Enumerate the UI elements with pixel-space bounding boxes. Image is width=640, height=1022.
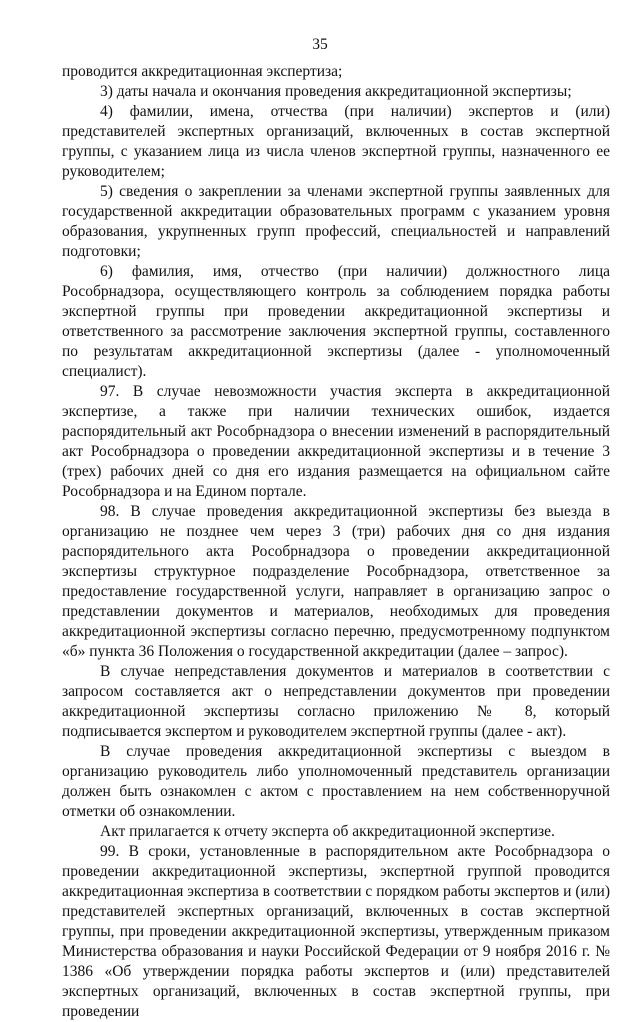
paragraph-98-onsite: В случае проведения аккредитационной экспертизы с выездом в организацию руководитель либо уполномоченный представитель организации должен быть ознакомлен с актом с проставлением на нем собственноручной отметки об ознакомлении. [62, 743, 610, 820]
paragraph-98-nonsubmission: В случае непредставления документов и материалов в соответствии с запросом составляется акт о непредставлении документов при проведении аккредитационной экспертизы согласно приложению № 8, который подписывается экспертом и руководителем экспертной группы (далее - акт). [62, 663, 610, 740]
paragraph-98: 98. В случае проведения аккредитационной экспертизы без выезда в организацию не позднее чем через 3 (три) рабочих дня со дня издания распорядительного акта Рособрнадзора о проведении аккредитационной экспертизы структурное подразделение Рособрнадзора, ответственное за предоставление государственной услуги, направляет в организацию запрос о представлении документов и материалов, необходимых для проведения аккредитационной экспертизы согласно перечню, предусмотренному подпунктом «б» пункта 36 Положения о государственной аккредитации (далее – запрос). [62, 503, 610, 660]
paragraph-98-act-attached: Акт прилагается к отчету эксперта об аккредитационной экспертизе. [100, 823, 555, 840]
paragraph-item-5: 5) сведения о закреплении за членами экспертной группы заявленных для государственной аккредитации образовательных программ с указанием уровня образования, укрупненных групп профессий, специальностей и направлений подготовки; [62, 183, 610, 260]
page-number: 35 [312, 36, 328, 53]
document-body [62, 62, 610, 1022]
paragraph-item-6: 6) фамилия, имя, отчество (при наличии) должностного лица Рособрнадзора, осуществляющего контроль за соблюдением порядка работы экспертной группы при проведении аккредитационной экспертизы и ответственного за рассмотрение заключения экспертной группы, составленного по результатам аккредитационной экспертизы (далее - уполномоченный специалист). [62, 263, 610, 380]
paragraph-item-3: 3) даты начала и окончания проведения аккредитационной экспертизы; [100, 83, 572, 100]
paragraph-item-4: 4) фамилии, имена, отчества (при наличии) экспертов и (или) представителей экспертных организаций, включенных в состав экспертной группы, с указанием лица из числа членов экспертной группы, назначенного ее руководителем; [62, 103, 610, 180]
paragraph-99: 99. В сроки, установленные в распорядительном акте Рособрнадзора о проведении аккредитационной экспертизы, экспертной группой проводится аккредитационная экспертиза в соответствии с порядком работы экспертов и (или) представителей экспертных организаций, включенных в состав экспертной группы, при проведении аккредитационной экспертизы, утвержденным приказом Министерства образования и науки Российской Федерации от 9 ноября 2016 г. № 1386 «Об утверждении порядка работы экспертов и (или) представителей экспертных организаций, включенных в состав экспертной группы, при проведении [62, 843, 610, 1020]
paragraph-continuation: проводится аккредитационная экспертиза; [62, 63, 343, 80]
paragraph-97: 97. В случае невозможности участия эксперта в аккредитационной экспертизе, а также при наличии технических ошибок, издается распорядительный акт Рособрнадзора о внесении изменений в распорядительный акт Рособрнадзора о проведении аккредитационной экспертизы и в течение 3 (трех) рабочих дней со дня его издания размещается на официальном сайте Рособрнадзора и на Едином портале. [62, 383, 610, 500]
